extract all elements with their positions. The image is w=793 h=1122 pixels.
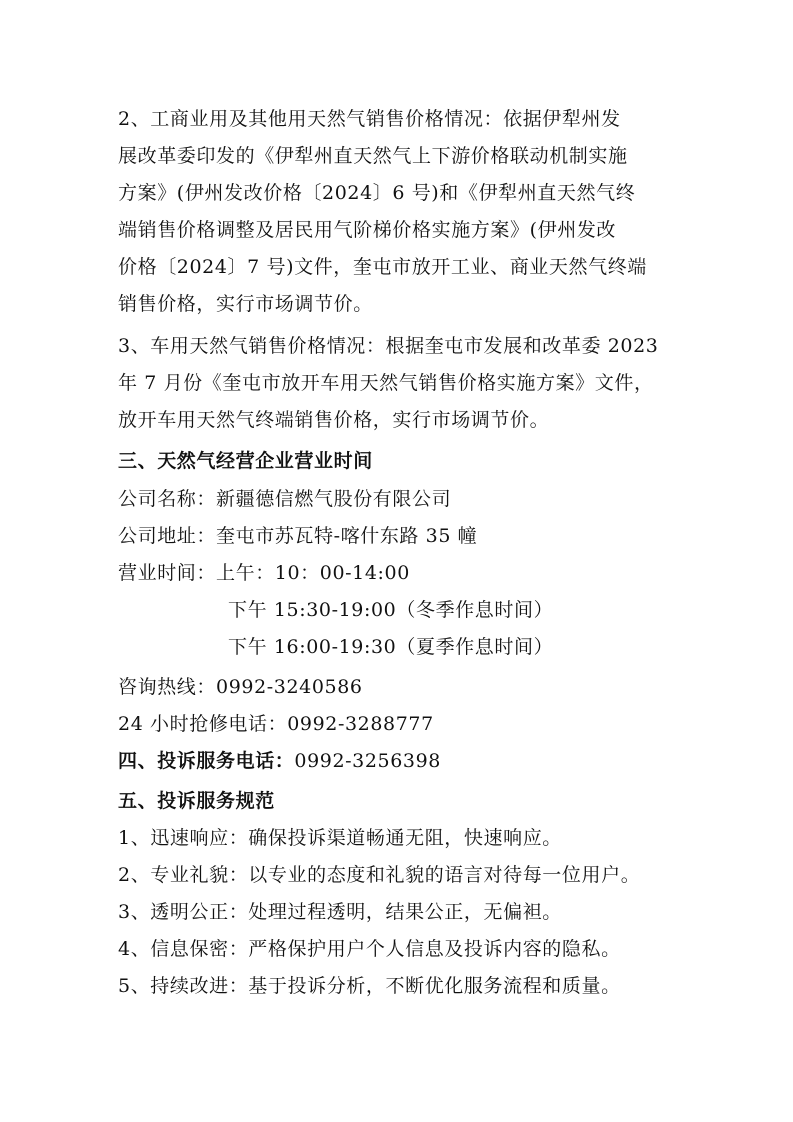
section2-line-4: 端销售价格调整及居民用气阶梯价格实施方案》(伊州发改 xyxy=(118,219,617,241)
consult-hotline: 咨询热线：0992-3240586 xyxy=(118,676,363,698)
section2-line-2: 展改革委印发的《伊犁州直天然气上下游价格联动机制实施 xyxy=(118,145,628,167)
section2-line-5: 价格〔2024〕7 号)文件，奎屯市放开工业、商业天然气终端 xyxy=(118,256,647,278)
norm-item: 1、迅速响应：确保投诉渠道畅通无阻，快速响应。 xyxy=(118,827,562,849)
business-hours-pm-summer: 下午 16:00-19:30（夏季作息时间） xyxy=(228,636,554,658)
complaint-phone-line xyxy=(118,743,441,781)
company-name: 公司名称：新疆德信燃气股份有限公司 xyxy=(118,488,452,510)
norm-item: 2、专业礼貌：以专业的态度和礼貌的语言对待每一位用户。 xyxy=(118,864,641,886)
section2-line-1: 2、工商业用及其他用天然气销售价格情况：依据伊犁州发 xyxy=(118,108,621,130)
heading-complaint-phone: 四、投诉服务电话： xyxy=(118,750,295,772)
section2-line-6: 销售价格，实行市场调节价。 xyxy=(118,293,373,315)
business-hours-pm-winter: 下午 15:30-19:00（冬季作息时间） xyxy=(228,599,554,621)
section3-line-2: 年 7 月份《奎屯市放开车用天然气销售价格实施方案》文件， xyxy=(118,372,654,394)
norm-item: 4、信息保密：严格保护用户个人信息及投诉内容的隐私。 xyxy=(118,938,621,960)
section2-line-3: 方案》(伊州发改价格〔2024〕6 号)和《伊犁州直天然气终 xyxy=(118,182,636,204)
complaint-phone-number: 0992-3256398 xyxy=(294,750,441,772)
company-address: 公司地址：奎屯市苏瓦特-喀什东路 35 幢 xyxy=(118,525,478,547)
heading-business-hours: 三、天然气经营企业营业时间 xyxy=(118,450,373,472)
business-hours-am: 营业时间：上午：10：00-14:00 xyxy=(118,562,410,584)
section3-line-3: 放开车用天然气终端销售价格，实行市场调节价。 xyxy=(118,409,550,431)
section3-line-1: 3、车用天然气销售价格情况：根据奎屯市发展和改革委 2023 xyxy=(118,335,659,357)
repair-hotline: 24 小时抢修电话：0992-3288777 xyxy=(118,713,434,735)
norm-item: 5、持续改进：基于投诉分析，不断优化服务流程和质量。 xyxy=(118,975,621,997)
norm-item: 3、透明公正：处理过程透明，结果公正，无偏袒。 xyxy=(118,901,562,923)
heading-complaint-norms: 五、投诉服务规范 xyxy=(118,790,275,812)
